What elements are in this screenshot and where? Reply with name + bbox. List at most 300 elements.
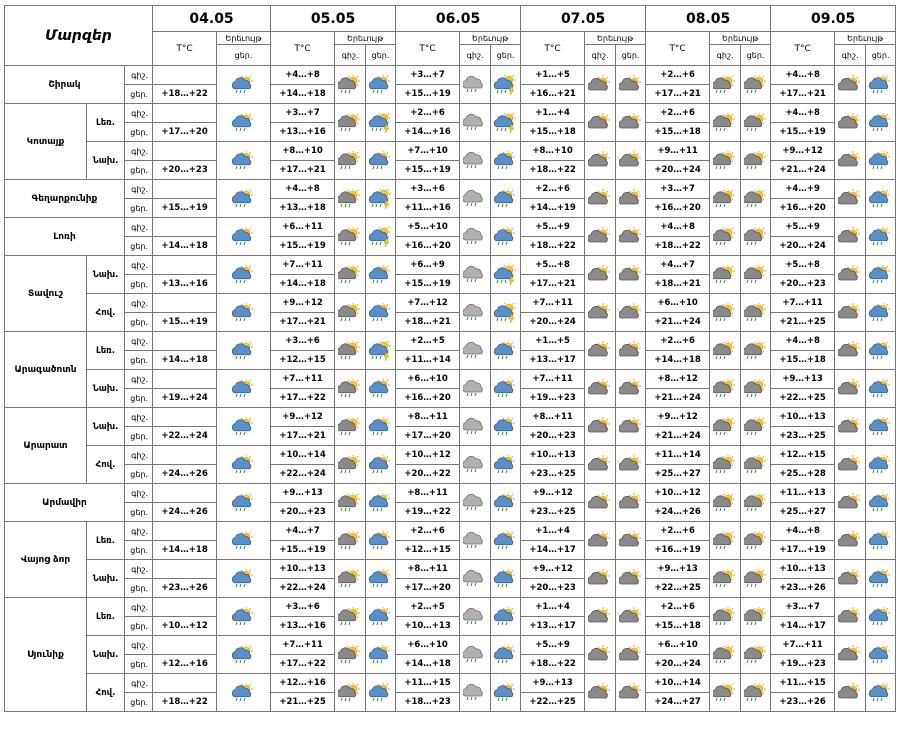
weather-cell: [866, 446, 896, 484]
weather-cell: [217, 104, 271, 142]
weather-cell: [217, 142, 271, 180]
weather-cell: [335, 560, 366, 598]
temperature-cell: +13…+18: [271, 199, 335, 218]
weather-cell: [335, 446, 366, 484]
temperature-cell: +21…+24: [646, 427, 710, 446]
region-name: Կոտայք: [5, 104, 87, 180]
temperature-cell: +18…+22: [646, 237, 710, 256]
temperature-cell: +3…+6: [271, 598, 335, 617]
cloud-sun-icon: [838, 341, 862, 361]
weather-cell: [710, 66, 741, 104]
temperature-cell: [153, 484, 217, 503]
temperature-cell: +20…+24: [771, 237, 835, 256]
temperature-cell: +18…+21: [646, 275, 710, 294]
sun-cloud-rain-icon: [494, 341, 518, 361]
cloud-sun-rain-icon: [338, 455, 362, 475]
weather-cell: [835, 598, 866, 636]
weather-cell: [866, 294, 896, 332]
weather-column-label: Երեւույթ: [710, 32, 771, 45]
weather-cell: [741, 408, 771, 446]
cloud-sun-rain-icon: [338, 493, 362, 513]
temperature-cell: +7…+11: [771, 294, 835, 313]
temp-column-label: T°C: [521, 32, 585, 66]
sun-cloud-rain-icon: [494, 569, 518, 589]
forecast-table: [4, 5, 896, 712]
cloud-sun-icon: [838, 379, 862, 399]
temperature-cell: +4…+8: [646, 218, 710, 237]
temperature-cell: +2…+6: [646, 522, 710, 541]
cloud-sun-rain-icon: [713, 493, 737, 513]
weather-cell: [616, 66, 646, 104]
temperature-cell: +6…+9: [396, 256, 460, 275]
night-label: գիշ.: [125, 66, 153, 85]
temperature-cell: +10…+13: [396, 617, 460, 636]
temperature-cell: +20…+23: [153, 161, 217, 180]
sun-cloud-rain-icon: [869, 379, 893, 399]
weather-cell: [585, 66, 616, 104]
weather-cell: [835, 256, 866, 294]
weather-cell: [366, 142, 396, 180]
cloud-sun-rain-icon: [713, 417, 737, 437]
weather-cell: [741, 256, 771, 294]
temperature-cell: +17…+20: [396, 579, 460, 598]
temperature-cell: +7…+11: [271, 370, 335, 389]
temperature-cell: +16…+20: [396, 237, 460, 256]
temperature-cell: +15…+19: [396, 85, 460, 104]
day-label: ցեր.: [125, 541, 153, 560]
sun-cloud-rain-icon: [232, 645, 256, 665]
weather-cell: [491, 218, 521, 256]
weather-cell: [835, 408, 866, 446]
temperature-cell: +17…+21: [271, 161, 335, 180]
weather-cell: [585, 180, 616, 218]
weather-cell: [460, 674, 491, 712]
day-label: ցեր.: [125, 351, 153, 370]
cloud-sun-icon: [588, 265, 612, 285]
temperature-cell: +12…+15: [396, 541, 460, 560]
weather-cell: [835, 370, 866, 408]
sun-cloud-rain-icon: [869, 455, 893, 475]
night-label: գիշ.: [460, 45, 491, 66]
temperature-cell: +7…+11: [271, 636, 335, 655]
weather-cell: [866, 66, 896, 104]
temperature-cell: +17…+20: [396, 427, 460, 446]
night-label: գիշ.: [125, 370, 153, 389]
temperature-cell: +10…+12: [153, 617, 217, 636]
temperature-cell: +7…+12: [396, 294, 460, 313]
temperature-cell: +3…+7: [271, 104, 335, 123]
cloud-sun-icon: [619, 493, 643, 513]
weather-cell: [366, 446, 396, 484]
temperature-cell: +11…+16: [396, 199, 460, 218]
temperature-cell: +9…+12: [521, 560, 585, 579]
cloud-sun-icon: [619, 303, 643, 323]
weather-cell: [217, 598, 271, 636]
temperature-cell: +24…+26: [646, 503, 710, 522]
sun-cloud-rain-icon: [869, 303, 893, 323]
cloud-sun-rain-icon: [744, 683, 768, 703]
cloud-sun-rain-icon: [338, 303, 362, 323]
forecast-row: [5, 484, 896, 503]
cloud-sun-icon: [838, 493, 862, 513]
weather-cell: [460, 180, 491, 218]
cloud-rain-icon: [463, 493, 487, 513]
weather-cell: [616, 332, 646, 370]
weather-cell: [366, 218, 396, 256]
cloud-sun-icon: [838, 607, 862, 627]
weather-cell: [866, 142, 896, 180]
sun-cloud-rain-icon: [232, 113, 256, 133]
temperature-cell: +14…+18: [396, 655, 460, 674]
temperature-cell: +7…+10: [396, 142, 460, 161]
temperature-cell: [153, 370, 217, 389]
zone-name: Նախ.: [87, 560, 125, 598]
night-label: գիշ.: [125, 598, 153, 617]
sun-cloud-rain-icon: [494, 607, 518, 627]
temperature-cell: +14…+18: [646, 351, 710, 370]
temperature-cell: +13…+16: [271, 617, 335, 636]
temperature-cell: +25…+28: [771, 465, 835, 484]
temperature-cell: +15…+18: [771, 351, 835, 370]
sun-cloud-storm-icon: [494, 303, 518, 323]
weather-cell: [585, 408, 616, 446]
sun-cloud-rain-icon: [869, 265, 893, 285]
temperature-cell: +11…+15: [771, 674, 835, 693]
temperature-cell: +20…+23: [271, 503, 335, 522]
weather-cell: [866, 104, 896, 142]
temperature-cell: +16…+20: [646, 199, 710, 218]
cloud-sun-icon: [619, 455, 643, 475]
temperature-cell: +14…+18: [153, 351, 217, 370]
zone-name: Նախ.: [87, 636, 125, 674]
cloud-sun-rain-icon: [713, 341, 737, 361]
cloud-rain-icon: [463, 75, 487, 95]
forecast-row: [5, 370, 896, 389]
sun-cloud-storm-icon: [494, 75, 518, 95]
weather-cell: [741, 142, 771, 180]
weather-cell: [460, 294, 491, 332]
region-name: Արարատ: [5, 408, 87, 484]
weather-cell: [741, 370, 771, 408]
temperature-cell: +11…+14: [396, 351, 460, 370]
sun-cloud-rain-icon: [494, 227, 518, 247]
day-label: ցեր.: [125, 617, 153, 636]
zone-name: Նախ.: [87, 408, 125, 446]
forecast-row: [5, 446, 896, 465]
day-label: ցեր.: [125, 389, 153, 408]
day-label: ցեր.: [125, 123, 153, 142]
cloud-sun-icon: [838, 227, 862, 247]
temperature-cell: +15…+18: [646, 123, 710, 142]
temperature-cell: +15…+19: [153, 313, 217, 332]
temperature-cell: +22…+25: [771, 389, 835, 408]
temperature-cell: +10…+13: [771, 560, 835, 579]
night-label: գիշ.: [585, 45, 616, 66]
weather-cell: [217, 218, 271, 256]
cloud-sun-icon: [588, 645, 612, 665]
sun-cloud-storm-icon: [369, 341, 393, 361]
sun-cloud-rain-icon: [232, 683, 256, 703]
forecast-row: [5, 522, 896, 541]
day-label: ցեր.: [125, 85, 153, 104]
night-label: գիշ.: [125, 256, 153, 275]
region-name: Տավուշ: [5, 256, 87, 332]
night-label: գիշ.: [125, 294, 153, 313]
temperature-cell: +14…+17: [771, 617, 835, 636]
sun-cloud-rain-icon: [232, 493, 256, 513]
weather-cell: [741, 636, 771, 674]
weather-cell: [335, 256, 366, 294]
night-label: գիշ.: [710, 45, 741, 66]
cloud-sun-icon: [838, 265, 862, 285]
temperature-cell: +7…+11: [521, 294, 585, 313]
zone-name: Հով.: [87, 674, 125, 712]
date-header: 07.05: [521, 6, 646, 32]
cloud-rain-icon: [463, 607, 487, 627]
cloud-rain-icon: [463, 455, 487, 475]
weather-cell: [217, 674, 271, 712]
cloud-sun-rain-icon: [338, 189, 362, 209]
cloud-sun-rain-icon: [713, 683, 737, 703]
cloud-sun-rain-icon: [744, 341, 768, 361]
sun-cloud-rain-icon: [869, 417, 893, 437]
temperature-cell: +4…+8: [771, 332, 835, 351]
cloud-sun-icon: [838, 75, 862, 95]
date-header: 04.05: [153, 6, 271, 32]
sun-cloud-storm-icon: [494, 265, 518, 285]
weather-cell: [460, 256, 491, 294]
cloud-sun-rain-icon: [713, 569, 737, 589]
cloud-sun-icon: [838, 417, 862, 437]
weather-cell: [366, 256, 396, 294]
cloud-sun-rain-icon: [338, 265, 362, 285]
temperature-cell: [153, 446, 217, 465]
weather-cell: [335, 180, 366, 218]
temperature-cell: [153, 408, 217, 427]
cloud-sun-icon: [838, 189, 862, 209]
temp-column-label: T°C: [396, 32, 460, 66]
temperature-cell: +15…+19: [771, 123, 835, 142]
temperature-cell: +1…+5: [521, 66, 585, 85]
temperature-cell: +13…+17: [521, 351, 585, 370]
weather-cell: [585, 218, 616, 256]
weather-cell: [585, 104, 616, 142]
temperature-cell: +4…+8: [771, 66, 835, 85]
weather-column-label: Երեւույթ: [835, 32, 896, 45]
weather-cell: [835, 674, 866, 712]
weather-cell: [491, 180, 521, 218]
weather-cell: [585, 332, 616, 370]
weather-cell: [585, 522, 616, 560]
cloud-sun-rain-icon: [713, 265, 737, 285]
temp-column-label: T°C: [271, 32, 335, 66]
cloud-sun-icon: [619, 75, 643, 95]
temperature-cell: +13…+16: [271, 123, 335, 142]
cloud-sun-rain-icon: [338, 531, 362, 551]
night-label: գիշ.: [125, 104, 153, 123]
zone-name: Հով.: [87, 446, 125, 484]
forecast-row: [5, 142, 896, 161]
sun-cloud-rain-icon: [369, 379, 393, 399]
weather-cell: [491, 674, 521, 712]
temperature-cell: +14…+18: [271, 85, 335, 104]
cloud-sun-rain-icon: [713, 75, 737, 95]
weather-cell: [710, 522, 741, 560]
temperature-cell: +7…+11: [771, 636, 835, 655]
weather-cell: [866, 370, 896, 408]
cloud-rain-icon: [463, 683, 487, 703]
weather-cell: [366, 66, 396, 104]
temperature-cell: +9…+11: [646, 142, 710, 161]
cloud-sun-icon: [588, 455, 612, 475]
sun-cloud-rain-icon: [369, 683, 393, 703]
forecast-row: [5, 66, 896, 85]
sun-cloud-rain-icon: [369, 531, 393, 551]
cloud-sun-icon: [619, 645, 643, 665]
temperature-cell: +15…+19: [153, 199, 217, 218]
cloud-sun-icon: [619, 569, 643, 589]
cloud-sun-rain-icon: [338, 607, 362, 627]
weather-cell: [585, 294, 616, 332]
weather-cell: [866, 674, 896, 712]
weather-cell: [616, 598, 646, 636]
weather-column-label: Երեւույթ: [217, 32, 271, 45]
forecast-row: [5, 180, 896, 199]
day-label: ցեր.: [366, 45, 396, 66]
weather-cell: [741, 484, 771, 522]
weather-cell: [585, 142, 616, 180]
weather-cell: [491, 294, 521, 332]
temperature-cell: +19…+22: [396, 503, 460, 522]
weather-cell: [335, 636, 366, 674]
date-header: 08.05: [646, 6, 771, 32]
forecast-row: [5, 294, 896, 313]
date-header: 05.05: [271, 6, 396, 32]
temp-column-label: T°C: [153, 32, 217, 66]
temperature-cell: +8…+12: [646, 370, 710, 389]
weather-cell: [460, 370, 491, 408]
cloud-sun-icon: [838, 569, 862, 589]
day-label: ցեր.: [741, 45, 771, 66]
weather-cell: [217, 256, 271, 294]
temperature-cell: +16…+20: [396, 389, 460, 408]
temperature-cell: +8…+10: [521, 142, 585, 161]
weather-cell: [835, 66, 866, 104]
cloud-sun-rain-icon: [744, 455, 768, 475]
temperature-cell: +2…+6: [396, 104, 460, 123]
cloud-rain-icon: [463, 379, 487, 399]
regions-header: Մարզեր: [5, 6, 153, 66]
weather-cell: [491, 104, 521, 142]
temperature-cell: +10…+13: [771, 408, 835, 427]
cloud-sun-icon: [838, 151, 862, 171]
temperature-cell: +22…+24: [271, 579, 335, 598]
zone-name: Նախ.: [87, 142, 125, 180]
zone-name: Նախ.: [87, 370, 125, 408]
weather-cell: [616, 370, 646, 408]
temperature-cell: +13…+17: [521, 617, 585, 636]
temperature-cell: +6…+11: [271, 218, 335, 237]
sun-cloud-storm-icon: [369, 189, 393, 209]
cloud-rain-icon: [463, 531, 487, 551]
weather-cell: [710, 408, 741, 446]
temperature-cell: [153, 674, 217, 693]
cloud-sun-rain-icon: [744, 493, 768, 513]
cloud-sun-icon: [588, 75, 612, 95]
zone-name: Լեռ.: [87, 522, 125, 560]
zone-name: Նախ.: [87, 256, 125, 294]
weather-cell: [335, 142, 366, 180]
weather-cell: [335, 408, 366, 446]
weather-cell: [585, 256, 616, 294]
weather-cell: [460, 598, 491, 636]
temperature-cell: +23…+25: [521, 465, 585, 484]
temperature-cell: +10…+14: [271, 446, 335, 465]
weather-cell: [741, 332, 771, 370]
weather-cell: [835, 446, 866, 484]
temperature-cell: +21…+24: [646, 389, 710, 408]
weather-column-label: Երեւույթ: [460, 32, 521, 45]
cloud-sun-rain-icon: [338, 151, 362, 171]
weather-cell: [710, 484, 741, 522]
cloud-sun-icon: [838, 531, 862, 551]
sun-cloud-storm-icon: [369, 113, 393, 133]
temperature-cell: +6…+10: [396, 370, 460, 389]
cloud-sun-rain-icon: [338, 417, 362, 437]
weather-cell: [835, 522, 866, 560]
temperature-cell: +3…+7: [771, 598, 835, 617]
temperature-cell: +6…+10: [646, 294, 710, 313]
weather-cell: [585, 598, 616, 636]
sun-cloud-rain-icon: [369, 151, 393, 171]
weather-cell: [491, 560, 521, 598]
sun-cloud-rain-icon: [494, 189, 518, 209]
weather-cell: [835, 294, 866, 332]
temperature-cell: [153, 636, 217, 655]
sun-cloud-rain-icon: [369, 645, 393, 665]
weather-cell: [335, 522, 366, 560]
zone-name: Լեռ.: [87, 104, 125, 142]
temperature-cell: +20…+23: [521, 579, 585, 598]
weather-cell: [366, 104, 396, 142]
temperature-cell: +11…+13: [771, 484, 835, 503]
zone-name: Լեռ.: [87, 598, 125, 636]
forecast-row: [5, 408, 896, 427]
temperature-cell: +24…+27: [646, 693, 710, 712]
temperature-cell: +5…+9: [521, 636, 585, 655]
cloud-sun-rain-icon: [713, 607, 737, 627]
weather-cell: [460, 66, 491, 104]
temperature-cell: +4…+8: [771, 104, 835, 123]
weather-cell: [616, 256, 646, 294]
weather-cell: [217, 484, 271, 522]
weather-cell: [491, 484, 521, 522]
sun-cloud-rain-icon: [869, 569, 893, 589]
sun-cloud-rain-icon: [869, 683, 893, 703]
region-name: Սյունիք: [5, 598, 87, 712]
weather-cell: [710, 294, 741, 332]
night-label: գիշ.: [125, 218, 153, 237]
cloud-sun-icon: [619, 151, 643, 171]
temperature-cell: +22…+24: [153, 427, 217, 446]
temperature-cell: +2…+6: [646, 104, 710, 123]
sun-cloud-rain-icon: [232, 531, 256, 551]
temperature-cell: [153, 218, 217, 237]
weather-cell: [366, 560, 396, 598]
night-label: գիշ.: [125, 408, 153, 427]
temperature-cell: +13…+16: [153, 275, 217, 294]
region-name: Արմավիր: [5, 484, 125, 522]
